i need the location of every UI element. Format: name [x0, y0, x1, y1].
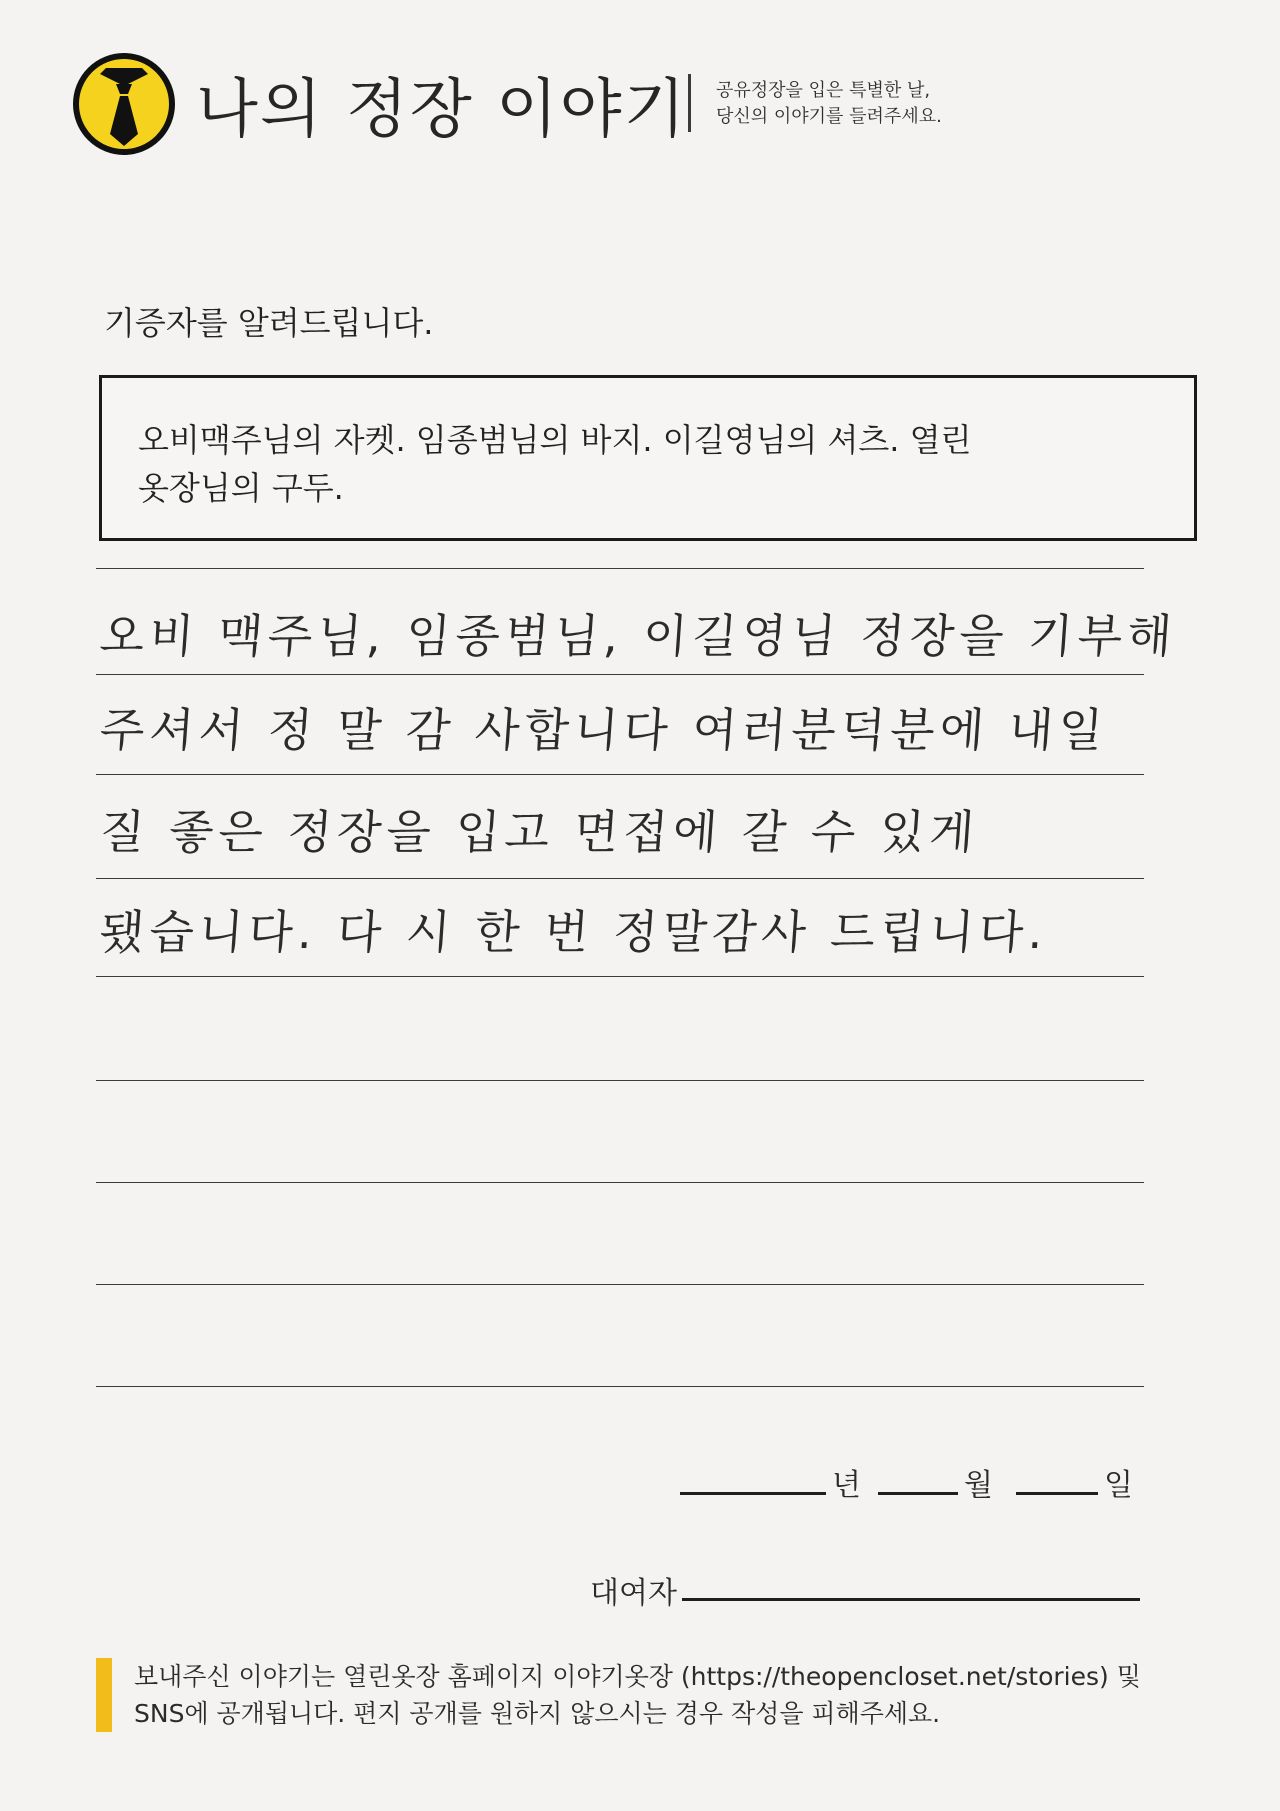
day-field[interactable]	[1016, 1492, 1098, 1495]
donor-text	[138, 416, 1158, 512]
subtitle-line: 공유정장을 입은 특별한 날,	[716, 80, 931, 101]
date-row	[680, 1458, 1150, 1508]
month-field[interactable]	[878, 1492, 958, 1495]
subtitle	[716, 78, 942, 130]
year-field[interactable]	[680, 1492, 826, 1495]
ruled-line	[96, 1284, 1144, 1285]
renter-field[interactable]	[682, 1598, 1140, 1601]
donor-box	[99, 375, 1197, 541]
donor-line: 옷장님의 구두.	[138, 469, 344, 507]
year-label: 년	[832, 1468, 861, 1503]
renter-label: 대여자	[590, 1576, 677, 1611]
tie-circle-icon	[72, 52, 176, 156]
ruled-line	[96, 976, 1144, 977]
page-title: 나의 정장 이야기	[196, 73, 688, 147]
notice-text	[134, 1658, 1214, 1732]
notice-accent-bar	[96, 1658, 112, 1732]
notice-line: 보내주신 이야기는 열린옷장 홈페이지 이야기옷장 (https://theopencloset.net/stories) 및	[134, 1662, 1141, 1691]
ruled-line	[96, 674, 1144, 675]
month-label: 월	[964, 1468, 993, 1503]
header-divider	[688, 74, 691, 132]
letter-line: 주셔서 정 말 감 사합니다 여러분덕분에 내일	[98, 703, 1110, 757]
ruled-line	[96, 1080, 1144, 1081]
day-label: 일	[1104, 1468, 1133, 1503]
ruled-line	[96, 568, 1144, 569]
subtitle-line: 당신의 이야기를 들려주세요.	[716, 106, 942, 127]
letter-line: 됐습니다. 다 시 한 번 정말감사 드립니다.	[98, 905, 1050, 959]
ruled-line	[96, 774, 1144, 775]
letter-line: 오비 맥주님, 임종범님, 이길영님 정장을 기부해	[98, 609, 1179, 663]
donor-heading: 기증자를 알려드립니다.	[104, 304, 434, 342]
ruled-line	[96, 1182, 1144, 1183]
ruled-line	[96, 878, 1144, 879]
letter-line: 질 좋은 정장을 입고 면접에 갈 수 있게	[98, 805, 981, 859]
donor-line: 오비맥주님의 자켓. 임종범님의 바지. 이길영님의 셔츠. 열린	[138, 421, 972, 459]
notice-line: SNS에 공개됩니다. 편지 공개를 원하지 않으시는 경우 작성을 피해주세요.	[134, 1699, 941, 1728]
ruled-line	[96, 1386, 1144, 1387]
